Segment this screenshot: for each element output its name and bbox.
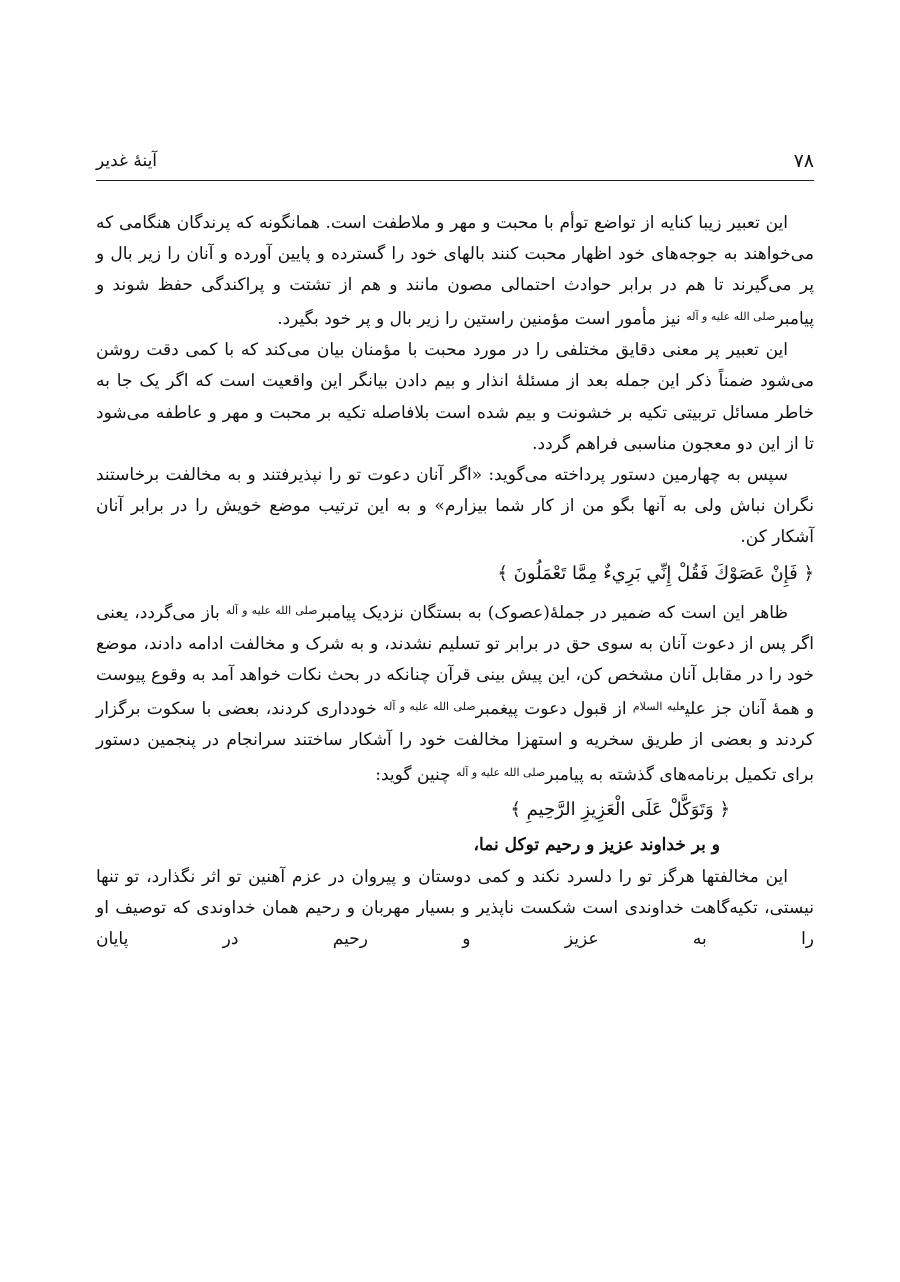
quran-verse-2: ﴿ وَتَوَكَّلْ عَلَى الْعَزِيزِ الرَّحِيمِ ﴾ (510, 798, 730, 820)
honorific-alayhi-salam: علیه السلام (632, 700, 685, 714)
page-header (96, 148, 814, 180)
paragraph-5: این مخالفتها هرگز تو را دلسرد نکند و کمی دوستان و پیروان در عزم آهنین تو اثر نگذارد، تو تنها نیستی، تکیه‌گاهت خداوندی است شکست ناپذیر و بسیار مهربان و رحیم همان خداوندی که توصیف او را به عزیز و رحیم در پایان (96, 866, 814, 949)
header-rule (96, 180, 814, 181)
honorific-salawat: صلی الله علیه و آله (383, 700, 476, 714)
paragraph-4-part-a: ظاهر این است که ضمیر در جملهٔ(عصوک) به بستگان نزدیک پیامبر (317, 603, 788, 624)
paragraph-4-part-e: چنین گوید: (375, 764, 451, 785)
honorific-salawat: صلی الله علیه و آله (456, 765, 546, 779)
paragraph-2: این تعبیر پر معنی دقایق مختلفی را در مورد محبت با مؤمنان بیان می‌کند که با کمی دقت روشن می‌شود ضمناً ذکر این جمله بعد از مسئلهٔ انذار و بیم دادن بیانگر این واقعیت است که اگر یک جا به خاطر مسائل تربیتی تکیه بر خشونت و بیم شده است بلافاصله تکیه بر محبت و مهر و عاطفه می‌شود تا از این دو معجون مناسبی فراهم گردد. (96, 340, 814, 454)
paragraph-1-text: این تعبیر زیبا کنایه از تواضع توأم با محبت و مهر و ملاطفت است. همانگونه که پرندگان هنگامی که می‌خواهند به جوجه‌های خود اظهار محبت کنند بالهای خود را گسترده و پایین آورده و آنان را زیر بال و پر می‌گیرند تا هم در برابر حوادث احتمالی مصون مانند و هم از تشتت و پراکندگی حفظ شوند و پیامبر (96, 213, 814, 330)
quran-verse-1: ﴿ فَإِنْ عَصَوْكَ فَقُلْ إِنِّي بَرِيءٌ مِمَّا تَعْمَلُونَ ﴾ (497, 563, 814, 585)
paragraph-3: سپس به چهارمین دستور پرداخته می‌گوید: «اگر آنان دعوت تو را نپذیرفتند و به مخالفت برخاستند نگران نباش ولی به آنها بگو من از کار شما بیزارم» و به این ترتیب موضع خویش را در برابر آنان آشکار کن. (96, 464, 814, 547)
paragraph-4-part-c: از قبول دعوت پیغمبر (475, 699, 627, 720)
page-body (96, 208, 814, 955)
paragraph-1 (96, 208, 814, 335)
verse-2-translation: و بر خداوند عزیز و رحیم توکل نما، (473, 834, 720, 855)
honorific-salawat: صلی الله علیه و آله (225, 604, 318, 618)
honorific-salawat: صلی الله علیه و آله (686, 310, 776, 324)
page-number: ۷۸ (793, 150, 814, 172)
paragraph-4-part-d: خودداری کردند، بعضی با سکوت برگزار کردند و بعضی از طریق سخریه و استهزا مخالفت خود را آشکار ساختند سرانجام در پنجمین دستور برای تکمیل برنامه‌های گذشته به پیامبر (96, 699, 814, 785)
paragraph-4-part-b: باز می‌گردد، یعنی اگر پس از دعوت آنان به سوی حق در برابر تو تسلیم نشدند، و به شرک و مخالفت ادامه دادند، موضع خود را در مقابل آنان مشخص کن، این پیش بینی قرآن چنانکه در بحث نکات خواهد آمد به وقوع پیوست و همهٔ آنان جز علی (96, 603, 815, 720)
running-title: آینهٔ غدیر (96, 151, 158, 171)
paragraph-4 (96, 595, 814, 791)
paragraph-1-tail: نیز مأمور است مؤمنین راستین را زیر بال و پر خود بگیرد. (277, 309, 681, 330)
